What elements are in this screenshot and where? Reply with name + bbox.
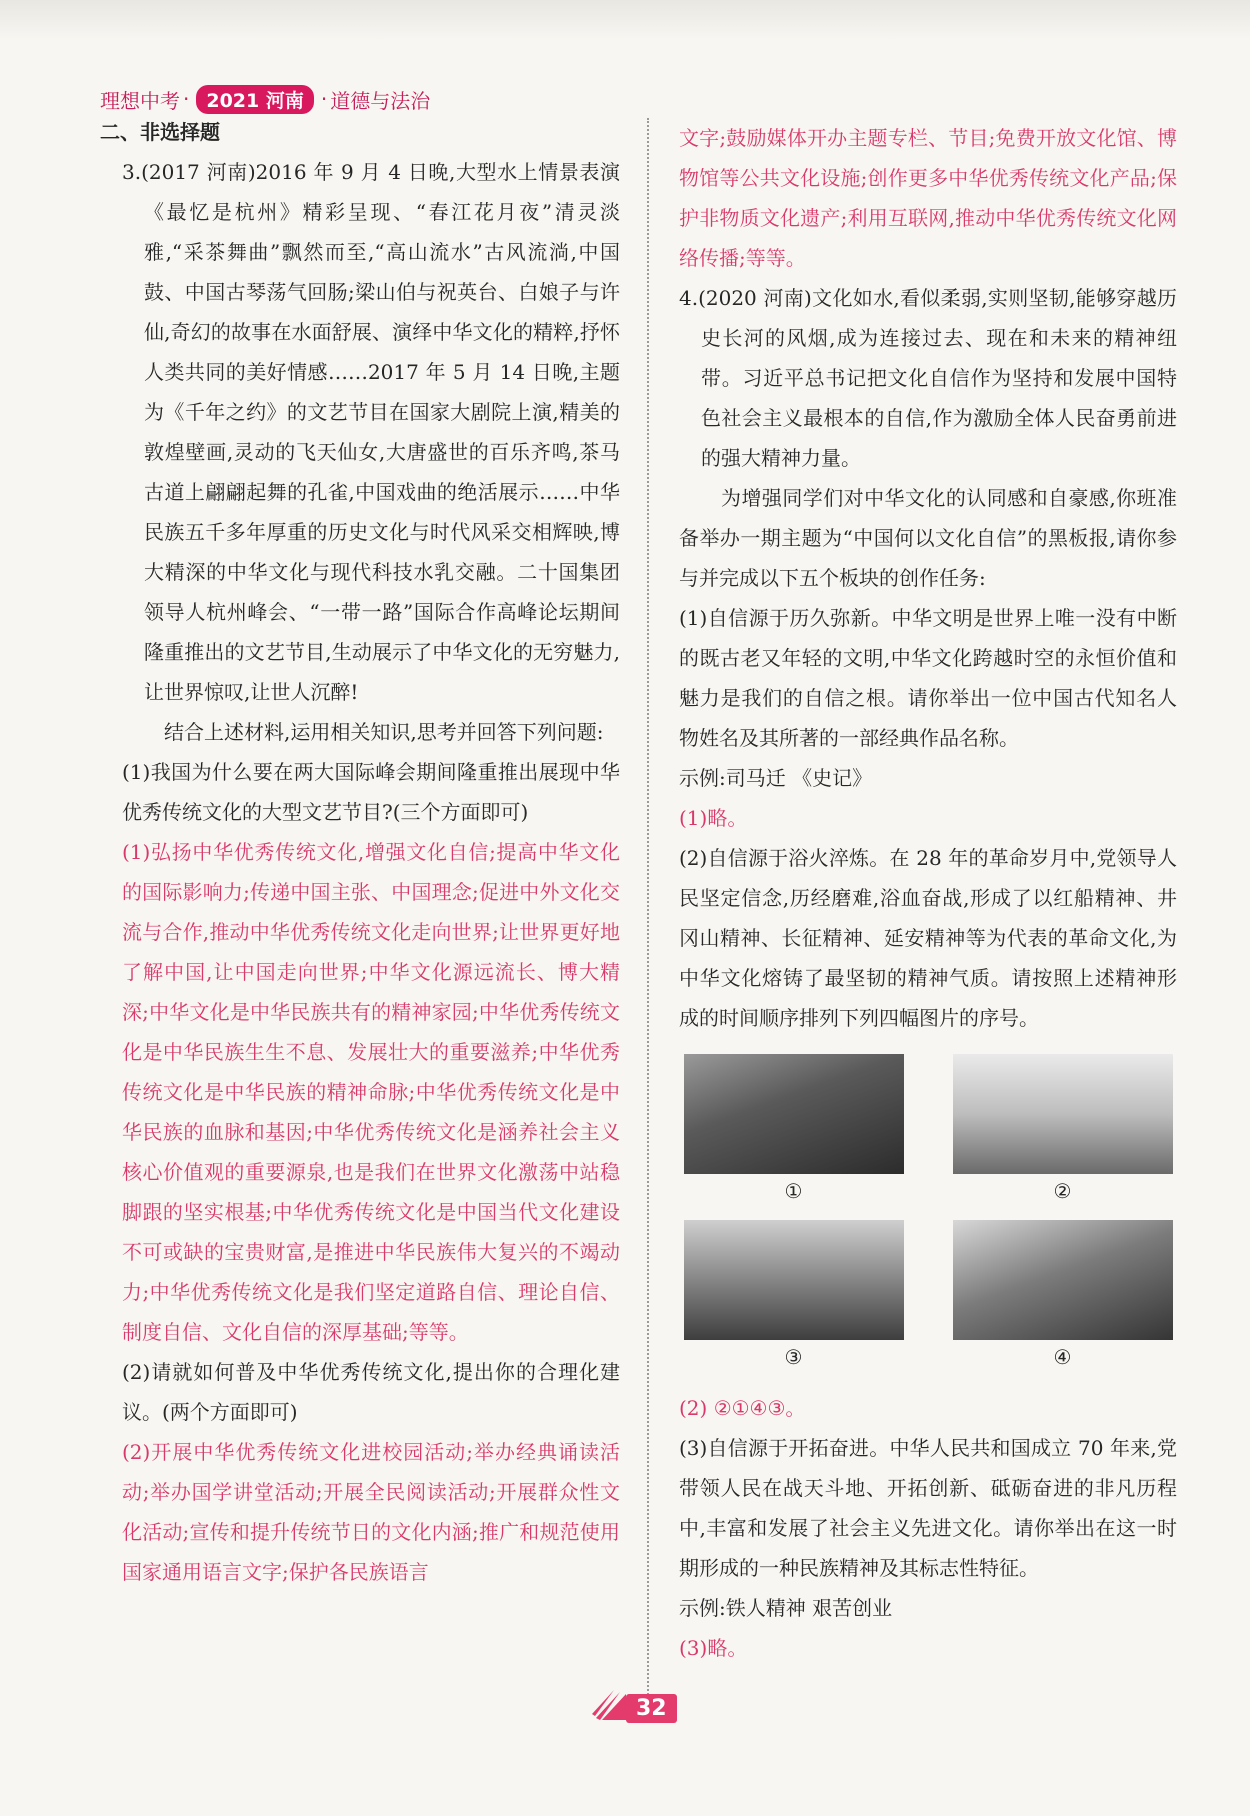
page-number-decoration: [592, 1690, 626, 1726]
question-paragraph: 为增强同学们对中华文化的认同感和自豪感,你班准备举办一期主题为“中国何以文化自信”的黑板报,请你参与并完成以下五个板块的创作任务:: [679, 486, 1177, 590]
page-top-edge: [0, 0, 1250, 40]
photo-yanan-pagoda: [684, 1220, 904, 1340]
question-paragraph: (3)自信源于开拓奋进。中华人民共和国成立 70 年来,党带领人民在战天斗地、开拓创新、砥砺奋进的非凡历程中,丰富和发展了社会主义先进文化。请你举出在这一时期形成的一种民族精神及其标志性特征。: [679, 1436, 1177, 1580]
figure-3: [679, 1220, 908, 1374]
answer-paragraph: 文字;鼓励媒体开办主题专栏、节目;免费开放文化馆、博物馆等公共文化设施;创作更多中华优秀传统文化产品;保护非物质文化遗产;利用互联网,推动中华优秀传统文化网络传播;等等。: [679, 126, 1177, 270]
series-name: 理想中考: [100, 88, 180, 113]
figure-label: ①: [784, 1179, 803, 1203]
left-column: [100, 118, 620, 1592]
figure-1: [679, 1054, 908, 1208]
question-stem: 4.(2020 河南)文化如水,看似柔弱,实则坚韧,能够穿越历史长河的风烟,成为连接过去、现在和未来的精神纽带。习近平总书记把文化自信作为坚持和发展中国特色社会主义最根本的自信,作为激励全体人民奋勇前进的强大精神力量。: [679, 286, 1177, 470]
figure-label: ②: [1053, 1179, 1072, 1203]
figure-label: ③: [784, 1345, 803, 1369]
header-dot: ·: [320, 87, 328, 111]
answer-paragraph: (2)开展中华优秀传统文化进校园活动;举办经典诵读活动;举办国学讲堂活动;开展全民阅读活动;开展群众性文化活动;宣传和提升传统节日的文化内涵;推广和规范使用国家通用语言文字;保护各民族语言: [122, 1440, 620, 1584]
page-number: [592, 1690, 677, 1726]
figure-2: [948, 1054, 1177, 1208]
question-paragraph: 示例:铁人精神 艰苦创业: [679, 1596, 893, 1620]
column-divider: [647, 118, 649, 1698]
answer-paragraph: (2) ②①④③。: [679, 1396, 806, 1420]
question-paragraph: (1)我国为什么要在两大国际峰会期间隆重推出展现中华优秀传统文化的大型文艺节目?(三个方面即可): [122, 760, 620, 824]
photo-jinggangshan: [953, 1220, 1173, 1340]
running-header: [100, 84, 430, 114]
edition-badge: 2021 河南: [196, 85, 314, 114]
question-stem: 3.(2017 河南)2016 年 9 月 4 日晚,大型水上情景表演《最忆是杭州》精彩呈现、“春江花月夜”清灵淡雅,“采茶舞曲”飘然而至,“高山流水”古风流淌,中国鼓、中国古琴荡气回肠;梁山伯与祝英台、白娘子与许仙,奇幻的故事在水面舒展、演绎中华文化的精粹,抒怀人类共同的美好情感……2017 年 5 月 14 日晚,主题为《千年之约》的文艺节目在国家大剧院上演,精美的敦煌壁画,灵动的飞天仙女,大唐盛世的百乐齐鸣,茶马古道上翩翩起舞的孔雀,中国戏曲的绝活展示……中华民族五千多年厚重的历史文化与时代风采交相辉映,博大精深的中华文化与现代科技水乳交融。二十国集团领导人杭州峰会、“一带一路”国际合作高峰论坛期间隆重推出的文艺节目,生动展示了中华文化的无穷魅力,让世界惊叹,让世人沉醉!: [122, 160, 620, 704]
question-paragraph: (2)请就如何普及中华优秀传统文化,提出你的合理化建议。(两个方面即可): [122, 1360, 620, 1424]
figure-grid: [679, 1054, 1177, 1374]
question-paragraph: 示例:司马迁 《史记》: [679, 766, 873, 790]
question-paragraph: (2)自信源于浴火淬炼。在 28 年的革命岁月中,党领导人民坚定信念,历经磨难,浴血奋战,形成了以红船精神、井冈山精神、长征精神、延安精神等为代表的革命文化,为中华文化熔铸了最坚韧的精神气质。请按照上述精神形成的时间顺序排列下列四幅图片的序号。: [679, 846, 1177, 1030]
figure-4: [948, 1220, 1177, 1374]
section-title: 二、非选择题: [100, 120, 220, 144]
answer-paragraph: (3)略。: [679, 1636, 748, 1660]
question-paragraph: 结合上述材料,运用相关知识,思考并回答下列问题:: [164, 720, 604, 744]
photo-red-boat: [953, 1054, 1173, 1174]
photo-long-march: [684, 1054, 904, 1174]
left-column-body: [122, 152, 620, 1592]
right-column-top: [679, 118, 1177, 1038]
answer-paragraph: (1)略。: [679, 806, 748, 830]
question-paragraph: (1)自信源于历久弥新。中华文明是世界上唯一没有中断的既古老又年轻的文明,中华文化跨越时空的永恒价值和魅力是我们的自信之根。请你举出一位中国古代知名人物姓名及其所著的一部经典作品名称。: [679, 606, 1177, 750]
right-column: [679, 118, 1177, 1668]
figure-label: ④: [1053, 1345, 1072, 1369]
header-dot: ·: [183, 87, 190, 111]
subject-name: 道德与法治: [330, 88, 431, 113]
page-number-box: 32: [626, 1694, 677, 1723]
right-column-bottom: [679, 1388, 1177, 1668]
answer-paragraph: (1)弘扬中华优秀传统文化,增强文化自信;提高中华文化的国际影响力;传递中国主张、中国理念;促进中外文化交流与合作,推动中华优秀传统文化走向世界;让世界更好地了解中国,让中国走向世界;中华文化源远流长、博大精深;中华文化是中华民族共有的精神家园;中华优秀传统文化是中华民族生生不息、发展壮大的重要滋养;中华优秀传统文化是中华民族的精神命脉;中华优秀传统文化是中华民族的血脉和基因;中华优秀传统文化是涵养社会主义核心价值观的重要源泉,也是我们在世界文化激荡中站稳脚跟的坚实根基;中华优秀传统文化是中国当代文化建设不可或缺的宝贵财富,是推进中华民族伟大复兴的不竭动力;中华优秀传统文化是我们坚定道路自信、理论自信、制度自信、文化自信的深厚基础;等等。: [122, 840, 620, 1344]
